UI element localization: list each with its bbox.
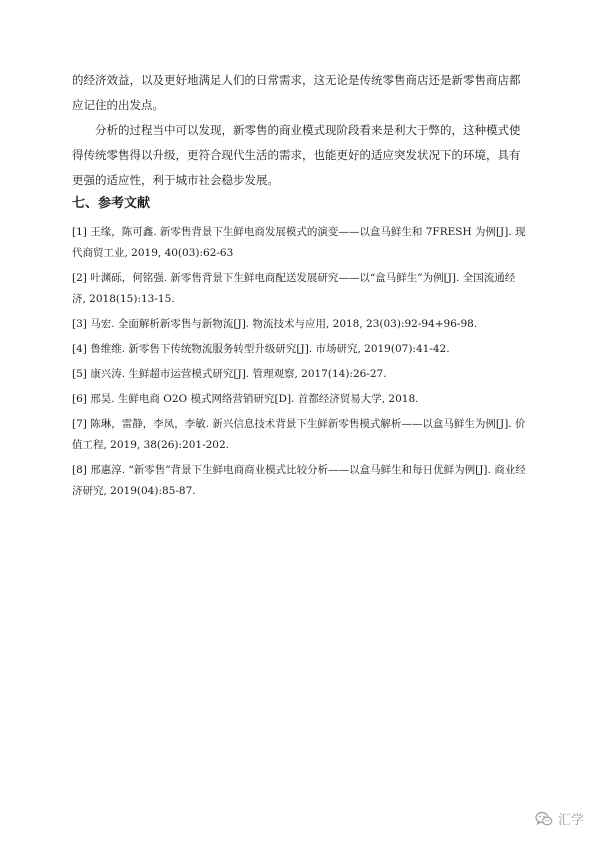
reference-item: [5] 康兴涛. 生鲜超市运营模式研究[J]. 管理观察, 2017(14):26-27. bbox=[72, 368, 387, 380]
reference-item: [2] 叶渊砾，何铭强. 新零售背景下生鲜电商配送发展研究——以“盒马鲜生”为例[J]. 全国流通经济, 2018(15):13-15. bbox=[72, 272, 516, 305]
reference-item: [7] 陈琳，雷静，李凤，李敏. 新兴信息技术背景下生鲜新零售模式解析——以盒马鲜生为例[J]. 价值工程, 2019, 38(26):201-202. bbox=[72, 418, 526, 451]
watermark-text: 汇学 bbox=[557, 813, 584, 828]
reference-item: [3] 马宏. 全面解析新零售与新物流[J]. 物流技术与应用, 2018, 23(03):92-94+96-98. bbox=[72, 318, 478, 330]
wechat-icon bbox=[535, 811, 553, 827]
reference-list bbox=[72, 222, 528, 506]
reference-item: [8] 邢惠淳. “新零售”背景下生鲜电商商业模式比较分析——以盒马鲜生和每日优鲜为例[J]. 商业经济研究, 2019(04):85-87. bbox=[72, 464, 526, 497]
reference-item: [4] 鲁维维. 新零售下传统物流服务转型升级研究[J]. 市场研究, 2019(07):41-42. bbox=[72, 343, 450, 355]
section-title: 七、参考文献 bbox=[72, 196, 151, 211]
reference-item: [6] 邢昊. 生鲜电商 O2O 模式网络营销研究[D]. 首都经济贸易大学, 2018. bbox=[72, 393, 419, 405]
reference-item: [1] 王缘，陈可鑫. 新零售背景下生鲜电商发展模式的演变——以盒马鲜生和 7FRESH 为例[J]. 现代商贸工业, 2019, 40(03):62-63 bbox=[72, 226, 526, 259]
paragraph-1: 的经济效益，以及更好地满足人们的日常需求，这无论是传统零售商店还是新零售商店都应记住的出发点。 bbox=[72, 73, 521, 112]
paragraph-2: 分析的过程当中可以发现，新零售的商业模式现阶段看来是利大于弊的，这种模式使得传统零售得以升级，更符合现代生活的需求，也能更好的适应突发状况下的环境，具有更强的适应性，利于城市社会稳步发展。 bbox=[72, 123, 521, 187]
watermark bbox=[535, 809, 584, 828]
